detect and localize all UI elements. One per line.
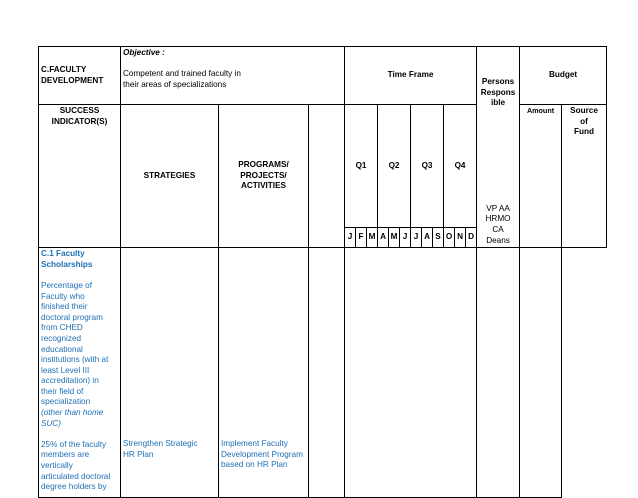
quarter-header: Q4 <box>444 105 477 228</box>
month-header: D <box>466 228 477 248</box>
indicator-header <box>39 105 121 248</box>
success-indicator-cell <box>39 248 121 498</box>
indicator-header-line: INDICATOR(S) <box>51 116 108 126</box>
section-title <box>39 47 121 105</box>
month-header: J <box>345 228 356 248</box>
persons-header-line: Persons <box>481 77 515 86</box>
month-header: O <box>444 228 455 248</box>
indicator-text: vertically <box>41 461 73 471</box>
quarter-header: Q1 <box>345 105 378 228</box>
month-header: N <box>455 228 466 248</box>
faculty-development-plan-table <box>38 46 607 498</box>
source-of-fund-cell <box>520 248 562 498</box>
source-header-line: Fund <box>574 127 595 137</box>
amount-header: Amount <box>520 105 562 248</box>
section-header-row <box>39 47 607 105</box>
month-header: J <box>400 228 411 248</box>
indicator-heading: Scholarships <box>41 259 93 269</box>
persons-header-line: ible <box>490 98 506 108</box>
programs-header-line: PROGRAMS/ <box>238 160 289 170</box>
indicator-text: institutions (with at <box>41 355 109 365</box>
month-header: F <box>356 228 367 248</box>
person-item: Deans <box>486 235 510 245</box>
budget-header: Budget <box>520 47 607 105</box>
strategy-cell <box>121 248 219 498</box>
persons-responsible-header <box>477 47 520 248</box>
indicator-heading: C.1 Faculty <box>41 249 85 259</box>
time-frame-cell <box>345 248 477 498</box>
blank-column-header <box>309 105 345 248</box>
indicator-text: their field of <box>41 386 84 396</box>
indicator-text: finished their <box>41 302 88 312</box>
strategy-text: HR Plan <box>123 449 154 459</box>
person-item: VP AA <box>486 203 510 213</box>
indicator-text: from CHED <box>41 323 83 333</box>
indicator-text: Percentage of <box>41 280 92 290</box>
column-header-row <box>39 105 607 228</box>
section-title-line: DEVELOPMENT <box>41 75 104 85</box>
month-header: A <box>422 228 433 248</box>
program-text: Implement Faculty <box>221 439 288 449</box>
indicator-text: articulated doctoral <box>41 471 111 481</box>
person-item: CA <box>492 224 504 234</box>
scholarship-row <box>39 248 607 498</box>
indicator-text: specialization <box>41 397 91 407</box>
quarter-header: Q3 <box>411 105 444 228</box>
time-frame-header: Time Frame <box>345 47 477 105</box>
objective-label: Objective : <box>123 48 165 57</box>
indicator-header-line: SUCCESS <box>59 106 100 115</box>
objective-cell <box>121 47 345 105</box>
indicator-text: Faculty who <box>41 291 85 301</box>
amount-cell <box>477 248 520 498</box>
indicator-text: degree holders by <box>41 482 107 492</box>
indicator-text: least Level III <box>41 365 90 375</box>
indicator-text: recognized <box>41 333 82 343</box>
month-header: M <box>389 228 400 248</box>
objective-text: their areas of specializations <box>123 79 227 89</box>
indicator-text: SUC) <box>41 418 62 428</box>
indicator-text: doctoral program <box>41 312 103 322</box>
indicator-text: educational <box>41 344 83 354</box>
month-header: M <box>367 228 378 248</box>
program-cell <box>219 248 309 498</box>
indicator-text: (other than home <box>41 408 104 418</box>
source-header-line: of <box>580 116 588 126</box>
programs-header <box>219 105 309 248</box>
quarter-header: Q2 <box>378 105 411 228</box>
person-item: HRMO <box>485 214 511 224</box>
persons-header-line: Respons <box>480 87 516 97</box>
objective-text: Competent and trained faculty in <box>123 69 241 79</box>
month-header: A <box>378 228 389 248</box>
indicator-text: 25% of the faculty <box>41 439 107 449</box>
programs-header-line: PROJECTS/ <box>240 170 287 180</box>
indicator-text: members are <box>41 450 90 460</box>
program-text: based on HR Plan <box>221 460 288 470</box>
strategies-header: STRATEGIES <box>121 105 219 248</box>
blank-cell <box>309 248 345 498</box>
program-text: Development Program <box>221 449 303 459</box>
source-header-line: Source <box>570 106 598 115</box>
strategy-text: Strengthen Strategic <box>123 439 198 449</box>
indicator-text: accreditation) in <box>41 376 99 386</box>
programs-header-line: ACTIVITIES <box>240 181 287 191</box>
section-title-line: C.FACULTY <box>41 64 87 74</box>
month-header: J <box>411 228 422 248</box>
source-of-fund-header <box>562 105 607 248</box>
month-header: S <box>433 228 444 248</box>
